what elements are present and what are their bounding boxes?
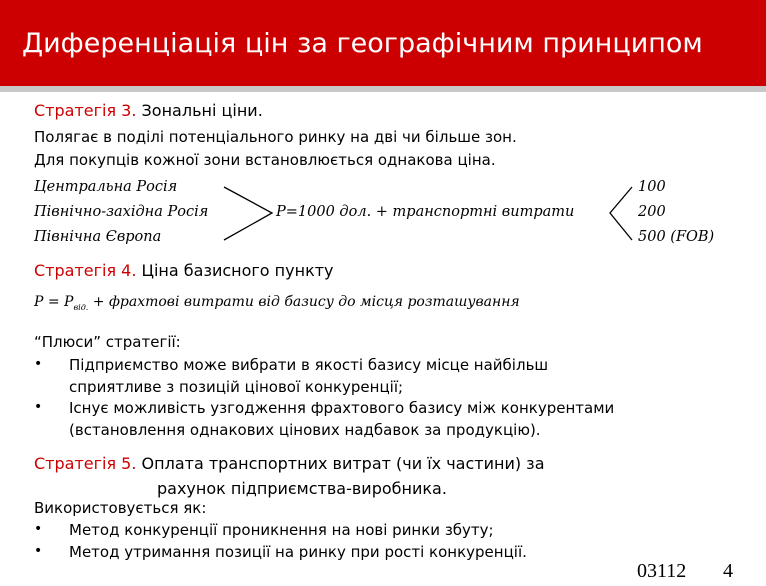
strategy5-title-line-2: рахунок підприємства-виробника.: [157, 479, 447, 498]
right-bracket-lines: [610, 187, 632, 240]
strategy3-line-1: Полягає в поділі потенціального ринку на дві чи більше зон.: [34, 128, 517, 146]
strategy4-title: Ціна базисного пункту: [141, 261, 334, 280]
zone-central-russia: Центральна Росія: [34, 179, 178, 195]
formula-p: Р = Р: [34, 294, 74, 310]
price-zone-1: 100: [638, 179, 666, 195]
pros-title: “Плюси” стратегії:: [34, 333, 181, 351]
used-as-label: Використовується як:: [34, 499, 207, 517]
zone-northwest-russia: Північно-західна Росія: [34, 204, 209, 220]
strategy3-title: Зональні ціни.: [141, 101, 263, 120]
pro-1-line-1: Підприємство може вибрати в якості базису місце найбільш: [69, 356, 549, 374]
bullet-icon: •: [34, 521, 43, 537]
left-bracket-lines: [224, 187, 272, 240]
price-zone-2: 200: [638, 204, 666, 220]
zone-price-formula: Р=1000 дол. + транспортні витрати: [276, 204, 575, 220]
pro-2-line-2: (встановлення однакових цінових надбавок за продукцію).: [69, 421, 541, 439]
formula-subscript: від.: [73, 302, 89, 312]
pro-2-line-1: Існує можливість узгодження фрахтового базису між конкурентами: [69, 399, 615, 417]
price-zone-3: 500 (FOB): [638, 229, 715, 245]
bullet-icon: •: [34, 543, 43, 559]
basis-point-formula: [34, 294, 520, 312]
footer-code: 03112: [637, 560, 687, 582]
strategy4-label: Стратегія 4.: [34, 261, 137, 280]
page-title: Диференціація цін за географічним принципом: [22, 28, 703, 59]
formula-rest: + фрахтові витрати від базису до місця розташування: [88, 294, 520, 310]
page-number: 4: [723, 560, 733, 582]
method-2: Метод утримання позиції на ринку при рості конкуренції.: [69, 543, 527, 561]
strategy4-heading: [34, 261, 334, 280]
zone-north-europe: Північна Європа: [34, 229, 162, 245]
strategy3-line-2: Для покупців кожної зони встановлюється однакова ціна.: [34, 151, 496, 169]
method-1: Метод конкуренції проникнення на нові ринки збуту;: [69, 521, 494, 539]
pro-1-line-2: сприятливе з позицій цінової конкуренції;: [69, 378, 404, 396]
strategy5-title-line-1: Оплата транспортних витрат (чи їх частини) за: [141, 454, 545, 473]
bullet-icon: •: [34, 399, 43, 415]
bullet-icon: •: [34, 356, 43, 372]
strategy5-label: Стратегія 5.: [34, 454, 137, 473]
strategy3-label: Стратегія 3.: [34, 101, 137, 120]
strategy5-heading: [34, 454, 545, 473]
